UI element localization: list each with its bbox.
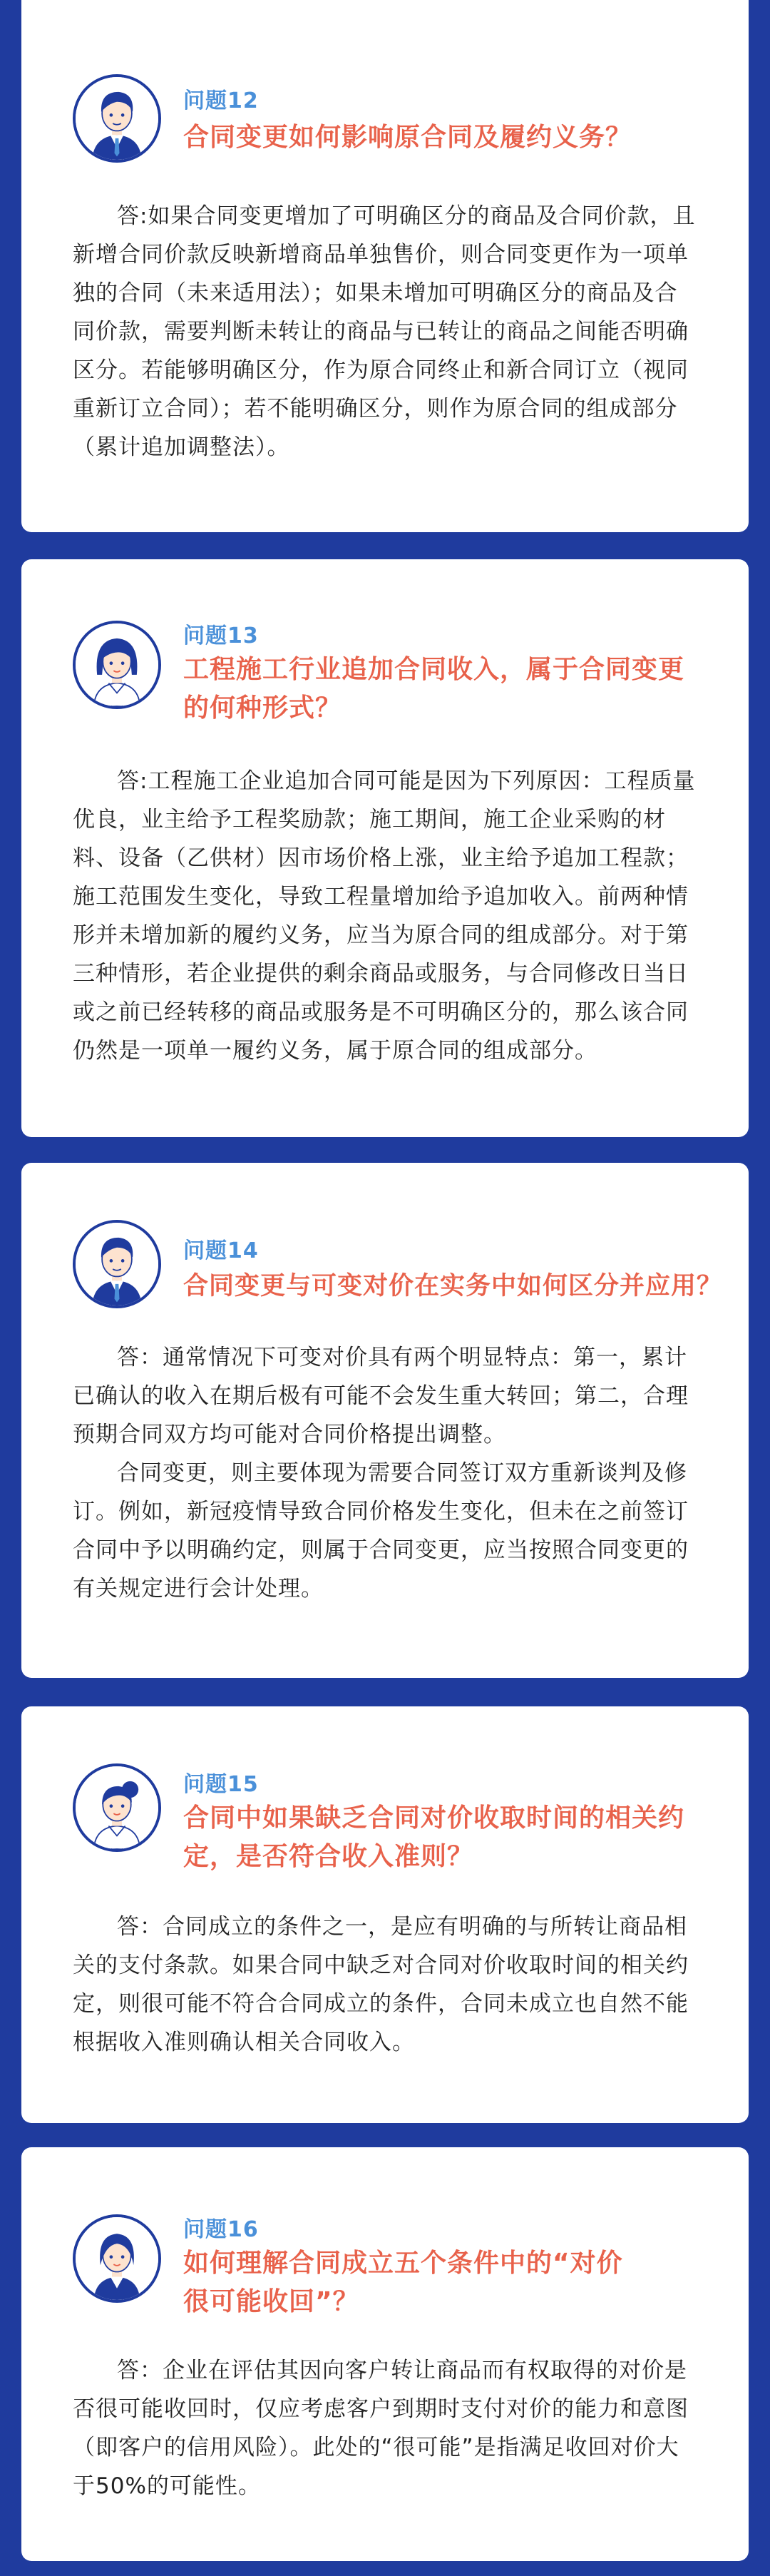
question-title: 合同变更如何影响原合同及履约义务？ [183, 123, 632, 152]
answer-paragraph: 答:如果合同变更增加了可明确区分的商品及合同价款，且新增合同价款反映新增商品单独售价，则合同变更作为一项单独的合同（未来适用法）；如果未增加可明确区分的商品及合同价款，需要判断未转让的商品与已转让的商品之间能否明确区分。若能够明确区分，作为原合同终止和新合同订立（视同重新订立合同）；若不能明确区分，则作为原合同的组成部分（累计追加调整法）。 [73, 203, 696, 460]
question-title: 合同变更与可变对价在实务中如何区分并应用？ [183, 1272, 723, 1300]
businesswoman-avatar-icon [73, 1763, 161, 1852]
question-title: 合同中如果缺乏合同对价收取时间的相关约定，是否符合收入准则？ [183, 1803, 685, 1871]
answer-paragraph: 答：通常情况下可变对价具有两个明显特点：第一，累计已确认的收入在期后极有可能不会发生重大转回；第二，合理预期合同双方均可能对合同价格提出调整。 [73, 1345, 689, 1447]
answer-text [73, 1908, 697, 2062]
question-number: 问题16 [183, 2217, 259, 2242]
answer-paragraph: 答：合同成立的条件之一，是应有明确的与所转让商品相关的支付条款。如果合同中缺乏对合同对价收取时间的相关约定，则很可能不符合合同成立的条件，合同未成立也自然不能根据收入准则确认相关合同收入。 [73, 1914, 689, 2055]
qa-card [21, 1163, 749, 1678]
answer-text [73, 197, 697, 467]
question-number: 问题13 [183, 623, 259, 648]
question-title: 如何理解合同成立五个条件中的“对价很可能收回”？ [183, 2249, 623, 2316]
question-title: 工程施工行业追加合同收入，属于合同变更的何种形式？ [183, 655, 685, 723]
question-number: 问题15 [183, 1772, 259, 1797]
businesswoman-avatar-icon [73, 621, 161, 709]
qa-card [21, 0, 749, 532]
qa-card [21, 559, 749, 1137]
answer-paragraph: 答:工程施工企业追加合同可能是因为下列原因：工程质量优良，业主给予工程奖励款；施工期间，施工企业采购的材料、设备（乙供材）因市场价格上涨，业主给予追加工程款；施工范围发生变化，导致工程量增加给予追加收入。前两种情形并未增加新的履约义务，应当为原合同的组成部分。对于第三种情形，若企业提供的剩余商品或服务，与合同修改日当日或之前已经转移的商品或服务是不可明确区分的，那么该合同仍然是一项单一履约义务，属于原合同的组成部分。 [73, 768, 696, 1064]
answer-text [73, 2351, 697, 2505]
answer-text [73, 1338, 697, 1608]
qa-card [21, 2147, 749, 2561]
answer-paragraph: 合同变更，则主要体现为需要合同签订双方重新谈判及修订。例如，新冠疫情导致合同价格发生变化，但未在之前签订合同中予以明确约定，则属于合同变更，应当按照合同变更的有关规定进行会计处理。 [73, 1460, 689, 1602]
question-number: 问题12 [183, 88, 259, 113]
businessman-avatar-icon [73, 1220, 161, 1308]
businessman-avatar-icon [73, 74, 161, 163]
qa-card [21, 1706, 749, 2123]
businesswoman-avatar-icon [73, 2214, 161, 2303]
answer-paragraph: 答：企业在评估其因向客户转让商品而有权取得的对价是否很可能收回时，仅应考虑客户到期时支付对价的能力和意图（即客户的信用风险）。此处的“很可能”是指满足收回对价大于50%的可能性。 [73, 2358, 689, 2499]
answer-text [73, 762, 697, 1070]
question-number: 问题14 [183, 1238, 259, 1263]
